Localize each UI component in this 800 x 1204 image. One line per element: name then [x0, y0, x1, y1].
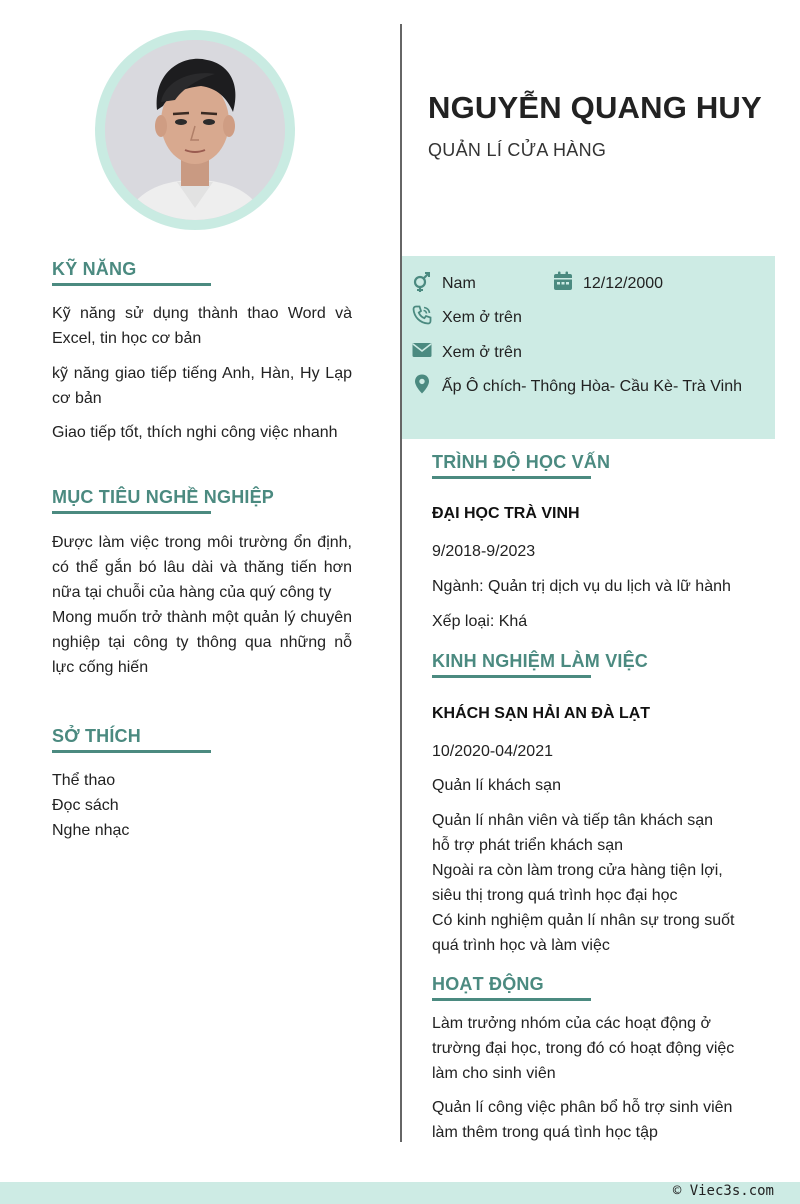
experience-description: Quản lí nhân viên và tiếp tân khách sạn hỗ trợ phát triển khách sạn Ngoài ra còn làm trong cửa hàng tiện lợi, siêu thị trong quá trình học đại học Có kinh nghiệm quản lí nhân sự trong suốt quá trình học và làm việc — [432, 812, 735, 954]
education-major: Ngành: Quản trị dịch vụ du lịch và lữ hành — [432, 578, 731, 595]
hobbies-underline — [52, 750, 211, 753]
skill-item: Kỹ năng sử dụng thành thao Word và Excel, tin học cơ bản — [52, 305, 352, 347]
skill-item: Giao tiếp tốt, thích nghi công việc nhanh — [52, 424, 338, 441]
school-name: ĐẠI HỌC TRÀ VINH — [432, 505, 580, 522]
gender-value: Nam — [442, 275, 476, 292]
hobbies-title: SỞ THÍCH — [52, 726, 141, 746]
hobby-item: Đọc sách — [52, 797, 119, 814]
education-underline — [432, 476, 591, 479]
activity-item: Làm trưởng nhóm của các hoạt động ở trường đại học, trong đó có hoạt động việc làm cho sinh viên — [432, 1015, 735, 1082]
hobby-item: Nghe nhạc — [52, 822, 130, 839]
objective-title: MỤC TIÊU NGHỀ NGHIỆP — [52, 487, 275, 507]
experience-underline — [432, 675, 591, 678]
skills-underline — [52, 283, 211, 286]
footer-brand[interactable]: © Viec3s.com — [672, 1183, 774, 1199]
experience-role: Quản lí khách sạn — [432, 777, 561, 794]
column-divider — [400, 24, 402, 1142]
hobby-item: Thể thao — [52, 772, 116, 789]
experience-period: 10/2020-04/2021 — [432, 743, 553, 760]
envelope-icon — [412, 340, 432, 360]
birthday-value: 12/12/2000 — [583, 275, 664, 292]
address-value: Ấp Ô chích- Thông Hòa- Cầu Kè- Trà Vinh — [442, 378, 743, 395]
gender-icon — [412, 272, 432, 292]
phone-value: Xem ở trên — [442, 309, 522, 326]
company-name: KHÁCH SẠN HẢI AN ĐÀ LẠT — [432, 705, 651, 722]
activities-underline — [432, 998, 591, 1001]
education-period: 9/2018-9/2023 — [432, 543, 536, 560]
skills-title: KỸ NĂNG — [52, 259, 137, 279]
email-value: Xem ở trên — [442, 344, 522, 361]
skill-item: kỹ năng giao tiếp tiếng Anh, Hàn, Hy Lạp cơ bản — [52, 365, 352, 407]
objective-text: Được làm việc trong môi trường ổn định, có thể gắn bó lâu dài và thăng tiến hơn nữa tại chuỗi của hàng của quý công ty Mong muốn trở thành một quản lý chuyên nghiệp tại công ty thông qua những nỗ lực cống hiến — [52, 534, 352, 676]
calendar-icon — [553, 271, 573, 291]
objective-underline — [52, 511, 211, 514]
portrait-image — [105, 40, 285, 220]
candidate-position: QUẢN LÍ CỬA HÀNG — [428, 140, 607, 160]
education-grade: Xếp loại: Khá — [432, 613, 528, 630]
activities-title: HOẠT ĐỘNG — [432, 974, 544, 994]
avatar — [105, 40, 285, 220]
activity-item: Quản lí công việc phân bổ hỗ trợ sinh viên làm thêm trong quá tình học tập — [432, 1099, 733, 1141]
education-title: TRÌNH ĐỘ HỌC VẤN — [432, 452, 611, 472]
candidate-name: NGUYỄN QUANG HUY — [428, 90, 762, 125]
experience-title: KINH NGHIỆM LÀM VIỆC — [432, 651, 649, 671]
map-pin-icon — [412, 374, 432, 394]
phone-icon — [412, 305, 432, 325]
